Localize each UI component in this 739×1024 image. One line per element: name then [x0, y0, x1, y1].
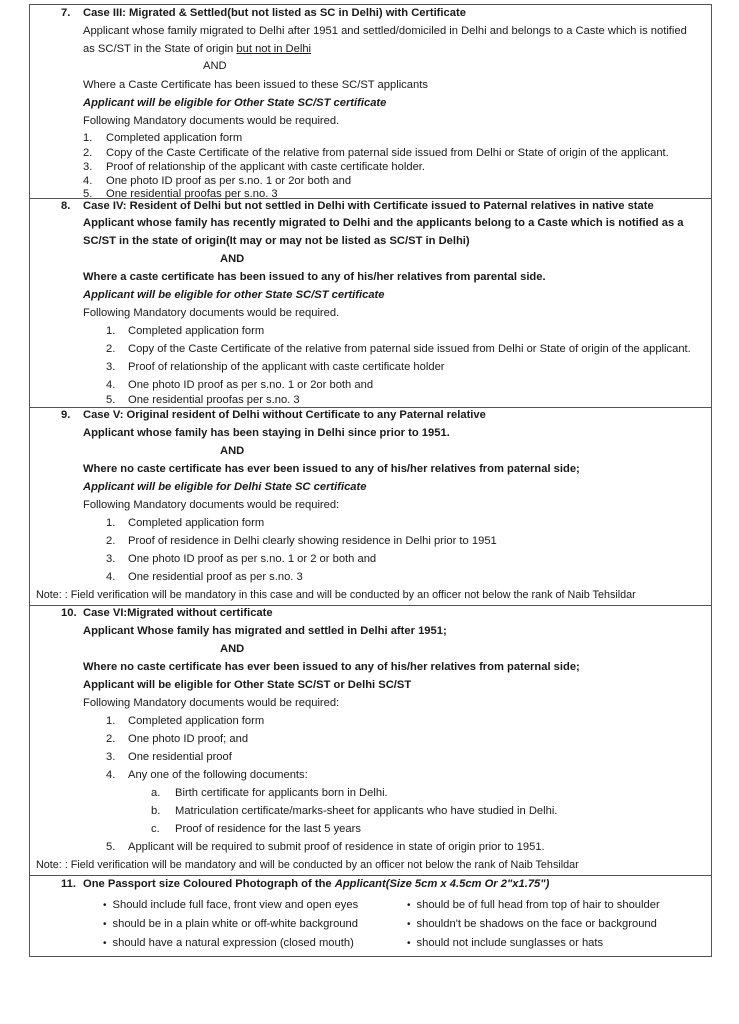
section-title: Case III: Migrated & Settled(but not listed as SC in Delhi) with Certificate	[83, 7, 466, 19]
condition-text: Where no caste certificate has ever been issued to any of his/her relatives from paternal side;	[83, 463, 580, 475]
list-item: Proof of relationship of the applicant with caste certificate holder.	[106, 161, 426, 173]
section-number: 8.	[61, 200, 71, 212]
paragraph: Applicant whose family has recently migrated to Delhi and the applicants belong to a Caste which is notified as a	[83, 217, 684, 229]
and-separator: AND	[203, 60, 227, 72]
list-item-number: 3.	[106, 751, 116, 763]
section-case-4	[30, 199, 711, 408]
list-item: One photo ID proof as per s.no. 1 or 2or both and	[106, 175, 352, 187]
list-item-number: 3.	[106, 361, 116, 373]
eligibility-text: Applicant will be eligible for other State SC/ST certificate	[83, 289, 385, 301]
and-separator: AND	[220, 643, 245, 655]
eligibility-text: Applicant will be eligible for Other State SC/ST certificate	[83, 97, 387, 109]
paragraph: SC/ST in the state of origin(It may or may not be listed as SC/ST in Delhi)	[83, 235, 470, 247]
list-item-number: 1.	[106, 325, 116, 337]
photo-guideline: • should be in a plain white or off-white background	[103, 917, 358, 932]
photo-guideline: • Should include full face, front view and open eyes	[103, 898, 358, 913]
list-item-number: 1.	[83, 132, 93, 144]
paragraph: Applicant Whose family has migrated and settled in Delhi after 1951;	[83, 625, 447, 637]
list-item: Proof of relationship of the applicant with caste certificate holder	[128, 361, 445, 373]
section-title: Case V: Original resident of Delhi without Certificate to any Paternal relative	[83, 409, 486, 421]
sub-item: Matriculation certificate/marks-sheet for applicants who have studied in Delhi.	[175, 805, 558, 817]
eligibility-text: Applicant will be eligible for Delhi State SC certificate	[83, 481, 367, 493]
photo-guideline: • should have a natural expression (closed mouth)	[103, 936, 354, 951]
section-number: 11.	[61, 878, 76, 890]
condition-text: Where no caste certificate has ever been issued to any of his/her relatives from paternal side;	[83, 661, 580, 673]
section-title: One Passport size Coloured Photograph of the Applicant(Size 5cm x 4.5cm Or 2"x1.75")	[83, 878, 550, 890]
paragraph: as SC/ST in the State of origin but not in Delhi	[83, 43, 312, 55]
photo-guideline: • should be of full head from top of hair to shoulder	[407, 898, 660, 913]
list-item: Proof of residence in Delhi clearly showing residence in Delhi prior to 1951	[128, 535, 497, 547]
list-item-number: 5.	[106, 841, 116, 853]
sub-item: Birth certificate for applicants born in Delhi.	[175, 787, 388, 799]
field-verification-note: Note: : Field verification will be mandatory in this case and will be conducted by an officer not below the rank of Naib Tehsildar	[36, 589, 636, 601]
documents-intro: Following Mandatory documents would be required:	[83, 697, 340, 709]
list-item-number: 5.	[106, 394, 116, 406]
list-item: Copy of the Caste Certificate of the relative from paternal side issued from Delhi or State of origin of the applicant.	[128, 343, 691, 355]
field-verification-note: Note: : Field verification will be mandatory and will be conducted by an officer not below the rank of Naib Tehsildar	[36, 859, 579, 871]
photo-guideline: • shouldn't be shadows on the face or background	[407, 917, 657, 932]
list-item: One photo ID proof as per s.no. 1 or 2 or both and	[128, 553, 377, 565]
document	[29, 4, 712, 957]
list-item-number: 3.	[106, 553, 116, 565]
list-item: Completed application form	[106, 132, 243, 144]
and-separator: AND	[220, 445, 245, 457]
list-item-number: 4.	[106, 769, 116, 781]
section-case-5	[30, 408, 711, 606]
section-title: Case VI:Migrated without certificate	[83, 607, 273, 619]
section-number: 9.	[61, 409, 71, 421]
photo-guideline: • should not include sunglasses or hats	[407, 936, 603, 951]
list-item: Completed application form	[128, 517, 265, 529]
list-item-number: 1.	[106, 715, 116, 727]
eligibility-text: Applicant will be eligible for Other State SC/ST or Delhi SC/ST	[83, 679, 412, 691]
list-item: One photo ID proof as per s.no. 1 or 2or both and	[128, 379, 374, 391]
sub-item-letter: b.	[151, 805, 161, 817]
paragraph: Applicant whose family has been staying in Delhi since prior to 1951.	[83, 427, 450, 439]
list-item: One residential proof as per s.no. 3	[128, 571, 303, 583]
list-item-number: 4.	[106, 571, 116, 583]
documents-intro: Following Mandatory documents would be required:	[83, 499, 340, 511]
section-photograph	[30, 876, 711, 957]
condition-text: Where a caste certificate has been issued to any of his/her relatives from parental side.	[83, 271, 546, 283]
list-item: One residential proof	[128, 751, 232, 763]
section-title: Case IV: Resident of Delhi but not settled in Delhi with Certificate issued to Paternal relatives in native state	[83, 200, 654, 212]
documents-intro: Following Mandatory documents would be required.	[83, 307, 340, 319]
condition-text: Where a Caste Certificate has been issued to these SC/ST applicants	[83, 79, 428, 91]
list-item-number: 2.	[106, 733, 116, 745]
list-item-number: 1.	[106, 517, 116, 529]
sub-item-letter: a.	[151, 787, 161, 799]
documents-intro: Following Mandatory documents would be required.	[83, 115, 340, 127]
list-item: Applicant will be required to submit proof of residence in state of origin prior to 1951.	[128, 841, 545, 853]
and-separator: AND	[220, 253, 245, 265]
list-item-number: 2.	[106, 535, 116, 547]
list-item-number: 5.	[83, 188, 93, 200]
list-item: One photo ID proof; and	[128, 733, 249, 745]
paragraph: Applicant whose family migrated to Delhi after 1951 and settled/domiciled in Delhi and belongs to a Caste which is notified	[83, 25, 687, 37]
list-item: One residential proofas per s.no. 3	[106, 188, 278, 200]
list-item-number: 3.	[83, 161, 93, 173]
list-item-number: 2.	[83, 147, 93, 159]
sub-item: Proof of residence for the last 5 years	[175, 823, 361, 835]
list-item-number: 2.	[106, 343, 116, 355]
list-item-number: 4.	[106, 379, 116, 391]
section-number: 7.	[61, 7, 71, 19]
section-number: 10.	[61, 607, 77, 619]
section-case-3	[30, 5, 711, 199]
list-item: Completed application form	[128, 715, 265, 727]
sub-item-letter: c.	[151, 823, 160, 835]
section-case-6	[30, 606, 711, 876]
list-item: One residential proofas per s.no. 3	[128, 394, 300, 406]
list-item: Completed application form	[128, 325, 265, 337]
list-item-number: 4.	[83, 175, 93, 187]
underlined-text: but not in Delhi	[236, 43, 312, 55]
list-item: Any one of the following documents:	[128, 769, 308, 781]
list-item: Copy of the Caste Certificate of the relative from paternal side issued from Delhi or State of origin of the applicant.	[106, 147, 669, 159]
